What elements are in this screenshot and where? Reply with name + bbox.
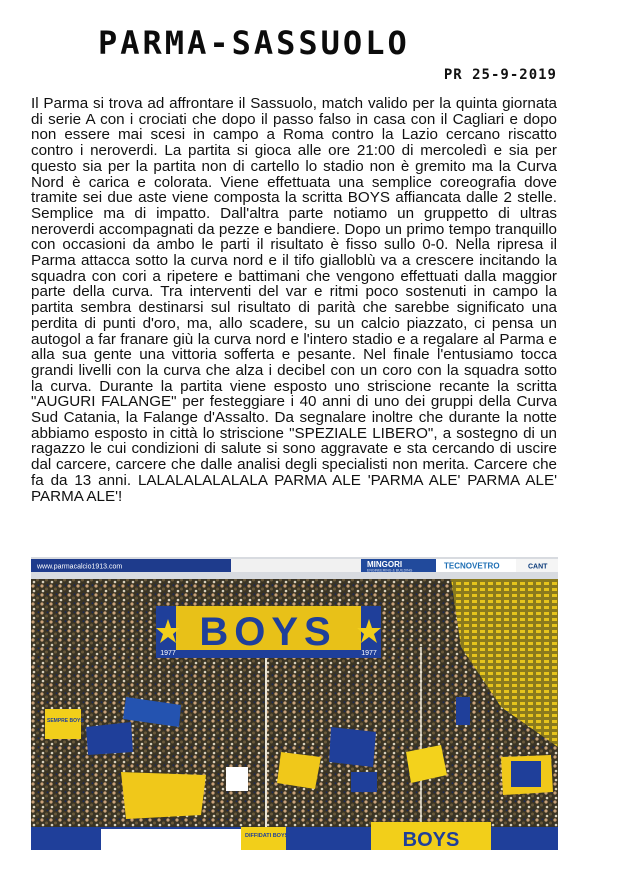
- flag-sempre-boys-text: SEMPRE BOYS: [47, 718, 84, 724]
- flag-crest: [351, 772, 377, 792]
- bottom-banner-diffidati-text: DIFFIDATI BOYS: [245, 833, 289, 839]
- flag-blue: [329, 727, 376, 767]
- flag-yellow-large: [121, 772, 206, 819]
- flag-white: [226, 767, 248, 791]
- sponsor-mingori-sub: ENGINEERING & BUILDING: [367, 568, 413, 573]
- flag-sempre-boys: [45, 709, 81, 739]
- bottom-banner-white: [101, 829, 241, 850]
- bottom-banner-boys-text: BOYS: [402, 829, 460, 850]
- sponsor-mingori-text: MINGORI: [367, 560, 403, 569]
- article-date: PR 25-9-2019: [443, 67, 557, 83]
- flag-yellow: [277, 752, 321, 789]
- flag-blue: [86, 722, 133, 755]
- banner-year-left: 1977: [160, 650, 176, 657]
- sponsor-board-center: [231, 559, 361, 572]
- flag-crest: [511, 761, 541, 787]
- article-title: PARMA-SASSUOLO: [98, 24, 410, 62]
- article-body: Il Parma si trova ad affrontare il Sassuolo, match valido per la quinta giornata di serie A con i crociati che dopo il passo falso in casa con il Cagliari e dopo non essere mai scesi in campo a Roma contro la Lazio cercano riscatto contro i neroverdi. La partita si gioca alle ore 21:00 di mercoledì e sia per questo sia per la partita non di cartello lo stadio non è gremito ma la Curva Nord è carica e colorata. Viene effettuata una semplice coreografia dove tramite sei due aste viene composta la scritta BOYS affiancata dalle 2 stelle. Semplice ma di impatto. Dall'altra parte notiamo un gruppetto di ultras neroverdi accompagnati da pezze e bandiere. Dopo un primo tempo tranquillo con occasioni da ambo le parti il risultato è fisso sullo 0-0. Nella ripresa il Parma attacca sotto la curva nord e il tifo gialloblù va a crescere incitando la squadra con cori a ripetere e battimani che vengono effettuati dalla maggior parte della curva. Tra interventi del var e ritmi poco sostenuti in campo la partita sembra destinarsi sul risultato di parità che sarebbe significato una perdita di punti d'oro, ma, allo scadere, su un calcio piazzato, ci pensa un autogol a far franare giù la curva nord e l'intero stadio e a regalare al Parma e alla sua gente una vittoria sofferta e pesante. Nel finale l'entusiamo tocca grandi livelli con la curva che alza i decibel con un coro con la squadra sotto la curva. Durante la partita viene esposto uno striscione recante la scritta "AUGURI FALANGE" per festeggiare i 40 anni di uno dei gruppi della Curva Sud Catania, la Falange d'Assalto. Da segnalare inoltre che durante la notte abbiamo esposto in città lo striscione "SPEZIALE LIBERO", a sostegno di un ragazzo le cui condizioni di salute si sono aggravate e sta cercando di uscire dal carcere, carcere che dalle analisi degli specialisti non merita. Carcere che fa da 13 anni. LALALALALALALA PARMA ALE 'PARMA ALE' PARMA ALE' PARMA ALE'!: [31, 95, 557, 505]
- banner-year-right: 1977: [361, 650, 377, 657]
- boys-banner-text: BOYS: [199, 610, 337, 654]
- curva-nord-photo: [31, 557, 558, 850]
- sponsor-left-text: www.parmacalcio1913.com: [37, 563, 123, 571]
- sponsor-cant-text: CANT: [528, 563, 548, 571]
- flag-blue-small: [456, 697, 470, 725]
- sponsor-tecnovetro-text: TECNOVETRO: [444, 561, 500, 571]
